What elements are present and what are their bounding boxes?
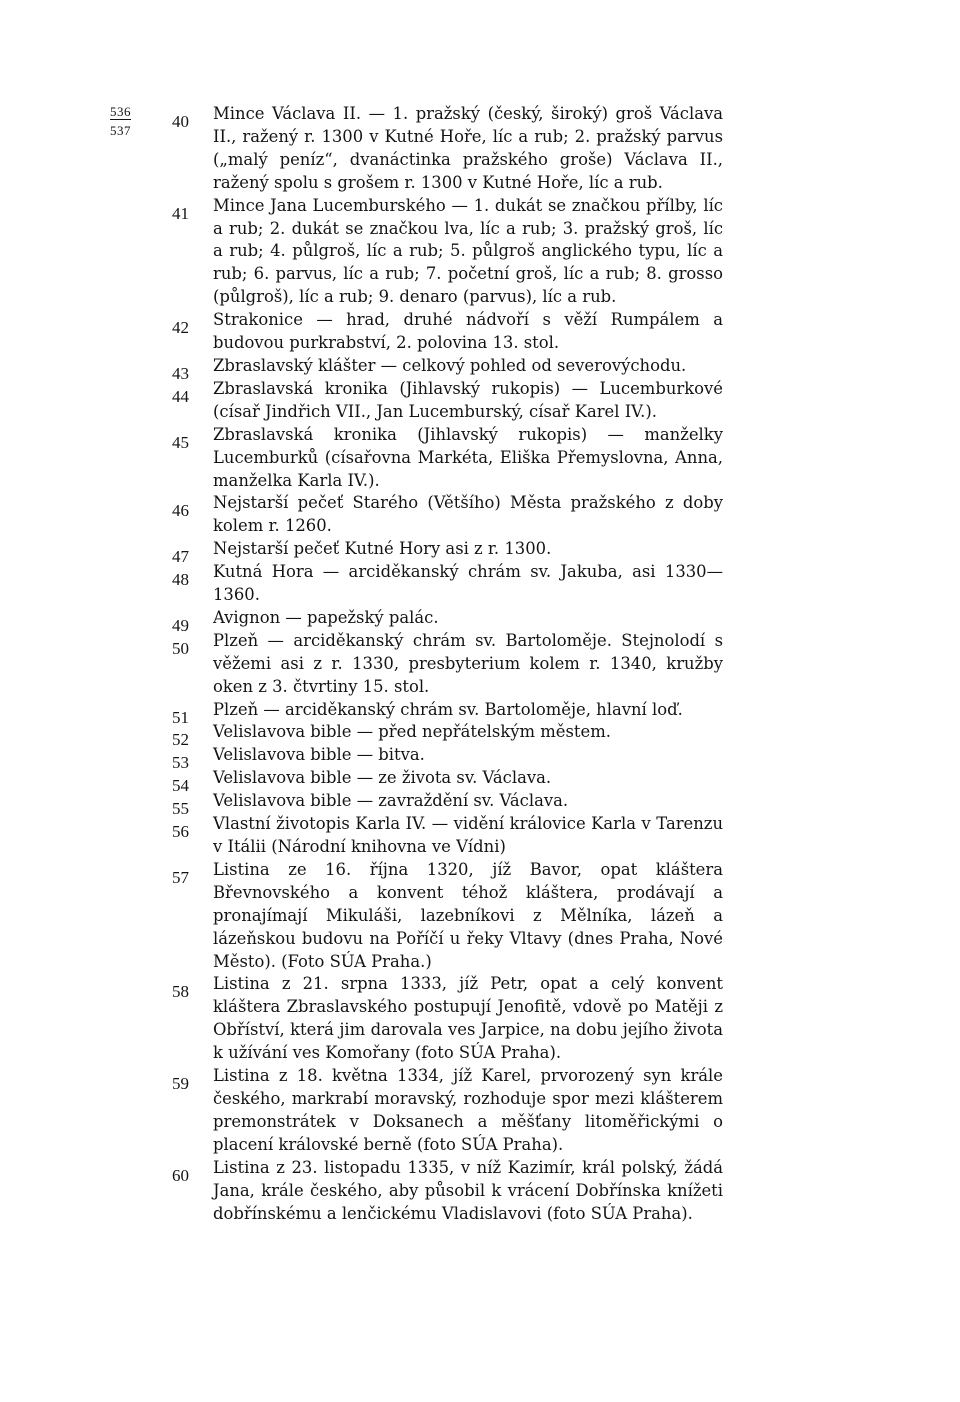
caption-entry — [172, 1157, 732, 1226]
caption-text: Strakonice — hrad, druhé nádvoří s věží Rumpálem a budovou purkrabství, 2. polovina 13. stol. — [213, 310, 723, 353]
caption-text: Vlastní životopis Karla IV. — vidění královice Karla v Tarenzu v Itálii (Národní knihovna ve Vídni) — [213, 814, 723, 856]
caption-number: 48 — [172, 570, 189, 590]
caption-entry — [172, 607, 732, 635]
caption-entry — [172, 859, 732, 974]
caption-entry — [172, 561, 732, 607]
caption-number: 58 — [172, 982, 189, 1002]
caption-entry — [172, 378, 732, 424]
caption-text: Mince Jana Lucemburského — 1. dukát se značkou přílby, líc a rub; 2. dukát se značkou lva, líc a rub; 3. pražský groš, líc a rub; 4. půlgroš, líc a rub; 5. půlgroš anglického typu, líc a rub; 6. parvus, líc a rub; 7. početní groš, líc a rub; 8. grosso (půlgroš), líc a rub; 9. denaro (parvus), líc a rub. — [213, 195, 723, 307]
caption-text: Plzeň — arciděkanský chrám sv. Bartoloměje, hlavní loď. — [213, 699, 683, 719]
caption-number: 54 — [172, 776, 189, 796]
caption-text: Listina z 21. srpna 1333, jíž Petr, opat a celý konvent kláštera Zbraslavského postupují Jenofitě, vdově po Matěji z Obříství, která jim darovala ves Jarpice, na dobu jejího života k užívání ves Komořany (foto SÚA Praha). — [213, 974, 723, 1063]
caption-list — [172, 103, 732, 1225]
caption-number: 56 — [172, 822, 189, 842]
caption-number: 45 — [172, 432, 189, 452]
caption-number: 44 — [172, 386, 189, 406]
caption-text: Velislavova bible — zavraždění sv. Václava. — [213, 791, 569, 811]
caption-text: Nejstarší pečeť Kutné Hory asi z r. 1300. — [213, 539, 552, 559]
caption-number: 42 — [172, 318, 189, 338]
caption-text: Zbraslavský klášter — celkový pohled od severovýchodu. — [213, 355, 687, 375]
caption-number: 47 — [172, 547, 189, 567]
caption-number: 46 — [172, 501, 189, 521]
caption-text: Listina z 18. května 1334, jíž Karel, prvorozený syn krále českého, markrabí moravský, rozhoduje spor mezi klášterem premonstrátek v Doksanech a měšťany litoměřickými o placení královské berně (foto SÚA Praha). — [213, 1066, 723, 1154]
caption-number: 55 — [172, 799, 189, 819]
caption-text: Velislavova bible — před nepřátelským městem. — [213, 722, 611, 742]
caption-entry — [172, 195, 732, 310]
caption-entry — [172, 309, 732, 355]
caption-entry — [172, 538, 732, 567]
caption-entry — [172, 744, 732, 773]
caption-number: 40 — [172, 112, 189, 131]
page-number-top: 536 — [110, 104, 131, 119]
caption-text: Nejstarší pečeť Starého (Většího) Města pražského z doby kolem r. 1260. — [213, 493, 723, 536]
caption-entry — [172, 355, 732, 383]
caption-number: 50 — [172, 638, 189, 658]
caption-text: Avignon — papežský palác. — [213, 607, 439, 627]
caption-text: Listina z 23. listopadu 1335, v níž Kazimír, král polský, žádá Jana, krále českého, aby působil k vrácení Dobřínska knížeti dobřínskému a lenčickému Vladislavovi (foto SÚA Praha). — [213, 1157, 723, 1223]
caption-number: 51 — [172, 707, 189, 727]
caption-text: Velislavova bible — ze života sv. Václava. — [213, 768, 552, 788]
caption-entry — [172, 721, 732, 750]
caption-entry — [172, 492, 732, 538]
caption-entry — [172, 103, 732, 195]
caption-number: 52 — [172, 730, 189, 750]
caption-number: 53 — [172, 753, 189, 773]
caption-entry — [172, 424, 732, 493]
caption-number: 60 — [172, 1165, 189, 1185]
caption-number: 59 — [172, 1074, 189, 1094]
caption-text: Listina ze 16. října 1320, jíž Bavor, opat kláštera Břevnovského a konvent téhož kláštera, prodávají a pronajímají Mikuláši, lazebníkovi z Mělníka, lázeň a lázeňskou budovu na Poříčí u řeky Vltavy (dnes Praha, Nové Město). (Foto SÚA Praha.) — [213, 859, 723, 971]
caption-entry — [172, 630, 732, 699]
caption-entry — [172, 767, 732, 796]
caption-entry — [172, 813, 732, 859]
caption-text: Zbraslavská kronika (Jihlavský rukopis) — Lucemburkové (císař Jindřich VII., Jan Lucemburský, císař Karel IV.). — [213, 378, 723, 421]
caption-number: 41 — [172, 203, 189, 223]
caption-number: 57 — [172, 867, 189, 887]
caption-text: Zbraslavská kronika (Jihlavský rukopis) — manželky Lucemburků (císařovna Markéta, Eliška Přemyslovna, Anna, manželka Karla IV.). — [213, 424, 723, 490]
caption-text: Plzeň — arciděkanský chrám sv. Bartoloměje. Stejnolodí s věžemi asi z r. 1330, presbyterium kolem r. 1340, kružby oken z 3. čtvrtiny 15. stol. — [213, 630, 723, 696]
caption-text: Mince Václava II. — 1. pražský (český, široký) groš Václava II., ražený r. 1300 v Kutné Hoře, líc a rub; 2. pražský parvus („malý peníz“, dvanáctinka pražského groše) Václava II., ražený spolu s grošem r. 1300 v Kutné Hoře, líc a rub. — [213, 104, 723, 192]
caption-number: 43 — [172, 363, 189, 383]
caption-entry — [172, 1065, 732, 1157]
caption-entry — [172, 699, 732, 727]
caption-text: Kutná Hora — arciděkanský chrám sv. Jakuba, asi 1330—1360. — [213, 562, 723, 605]
caption-number: 49 — [172, 615, 189, 635]
caption-entry — [172, 790, 732, 819]
caption-entry — [172, 973, 732, 1065]
caption-text: Velislavova bible — bitva. — [213, 745, 425, 765]
page-number-bottom: 537 — [110, 123, 131, 138]
